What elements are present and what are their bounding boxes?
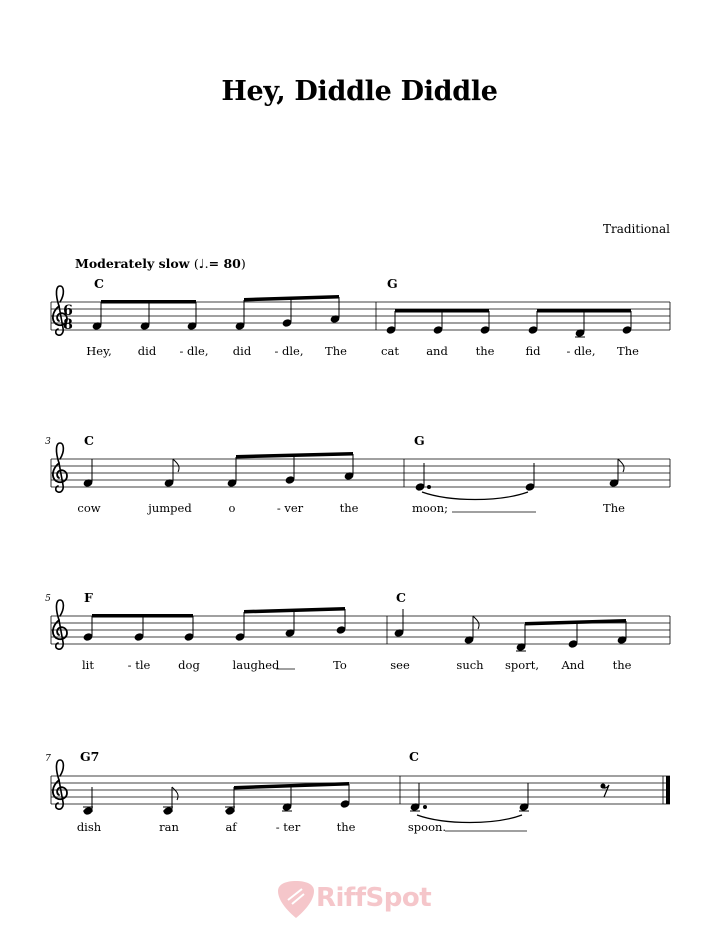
lyric-syllable: dog bbox=[178, 658, 200, 672]
system-4 bbox=[45, 749, 670, 834]
lyric-syllable: the bbox=[339, 501, 359, 515]
lyric-syllable: - dle, bbox=[566, 344, 596, 358]
lyric-syllable: Hey, bbox=[86, 344, 112, 358]
lyric-syllable: moon; bbox=[411, 501, 449, 515]
lyric-syllable: the bbox=[475, 344, 495, 358]
lyric-syllable: The bbox=[617, 344, 639, 358]
lyric-syllable: sport, bbox=[505, 658, 539, 672]
lyric-syllable: And bbox=[561, 658, 585, 672]
measure-number: 3 bbox=[45, 437, 51, 447]
lyric-syllable: fid bbox=[525, 344, 541, 358]
treble-clef-icon bbox=[53, 443, 67, 492]
lyric-syllable: o bbox=[228, 501, 236, 515]
lyrics-line bbox=[86, 344, 639, 358]
chord-symbol: G7 bbox=[80, 749, 100, 764]
chord-symbol: F bbox=[84, 590, 93, 605]
time-signature-top: 6 bbox=[63, 303, 73, 319]
treble-clef-icon bbox=[53, 760, 67, 809]
staff-lines bbox=[51, 459, 670, 487]
staff-lines bbox=[51, 776, 670, 804]
time-signature-bottom: 8 bbox=[63, 317, 73, 333]
brand-name: RiffSpot bbox=[316, 883, 432, 913]
lyric-syllable: see bbox=[390, 658, 410, 672]
lyric-syllable: did bbox=[137, 344, 157, 358]
measure-number: 5 bbox=[45, 594, 51, 604]
lyric-syllable: The bbox=[325, 344, 347, 358]
lyric-syllable: The bbox=[603, 501, 625, 515]
lyric-syllable: laughed bbox=[232, 658, 280, 672]
lyrics-line bbox=[82, 658, 632, 672]
composer-credit: Traditional bbox=[602, 222, 670, 236]
notes bbox=[83, 607, 627, 651]
lyric-syllable: the bbox=[336, 820, 356, 834]
tempo-marking: Moderately slow (♩.= 80) bbox=[75, 256, 246, 271]
lyric-syllable: jumped bbox=[148, 501, 192, 515]
chord-symbol: C bbox=[409, 749, 419, 764]
treble-clef-icon bbox=[53, 600, 67, 649]
notes bbox=[83, 782, 609, 823]
lyric-syllable: cow bbox=[77, 501, 101, 515]
lyric-syllable: - dle, bbox=[274, 344, 304, 358]
tempo-bpm: = 80 bbox=[208, 256, 241, 271]
lyric-syllable: and bbox=[426, 344, 448, 358]
lyric-syllable: - ver bbox=[276, 501, 304, 515]
guitar-pick-logo-icon bbox=[278, 881, 314, 918]
final-barline bbox=[666, 776, 670, 804]
lyric-syllable: lit bbox=[82, 658, 94, 672]
lyric-syllable: - ter bbox=[275, 820, 301, 834]
lyric-syllable: To bbox=[333, 658, 347, 672]
lyrics-line bbox=[77, 820, 446, 834]
system-3 bbox=[45, 590, 670, 672]
lyric-syllable: cat bbox=[381, 344, 399, 358]
lyric-syllable: dish bbox=[76, 820, 102, 834]
tempo-label: Moderately slow bbox=[75, 256, 190, 271]
lyric-syllable: spoon. bbox=[407, 820, 447, 834]
system-2 bbox=[45, 433, 670, 515]
chord-symbol: G bbox=[387, 276, 398, 291]
lyric-syllable: ran bbox=[159, 820, 179, 834]
lyric-syllable: af bbox=[225, 820, 237, 834]
lyrics-line bbox=[77, 501, 625, 515]
chord-symbol: C bbox=[94, 276, 104, 291]
chord-symbol: G bbox=[414, 433, 425, 448]
eighth-rest-icon bbox=[601, 784, 609, 797]
lyric-syllable: did bbox=[232, 344, 252, 358]
chord-symbol: C bbox=[396, 590, 406, 605]
brand-watermark bbox=[316, 883, 431, 913]
song-title: Hey, Diddle Diddle bbox=[221, 76, 498, 107]
lyric-syllable: - tle bbox=[127, 658, 151, 672]
lyric-syllable: - dle, bbox=[179, 344, 209, 358]
tempo-note-icon: (♩. bbox=[193, 256, 209, 271]
chord-symbol: C bbox=[84, 433, 94, 448]
lyric-syllable: such bbox=[456, 658, 484, 672]
system-1 bbox=[51, 276, 670, 358]
measure-number: 7 bbox=[45, 754, 51, 764]
lyric-syllable: the bbox=[612, 658, 632, 672]
